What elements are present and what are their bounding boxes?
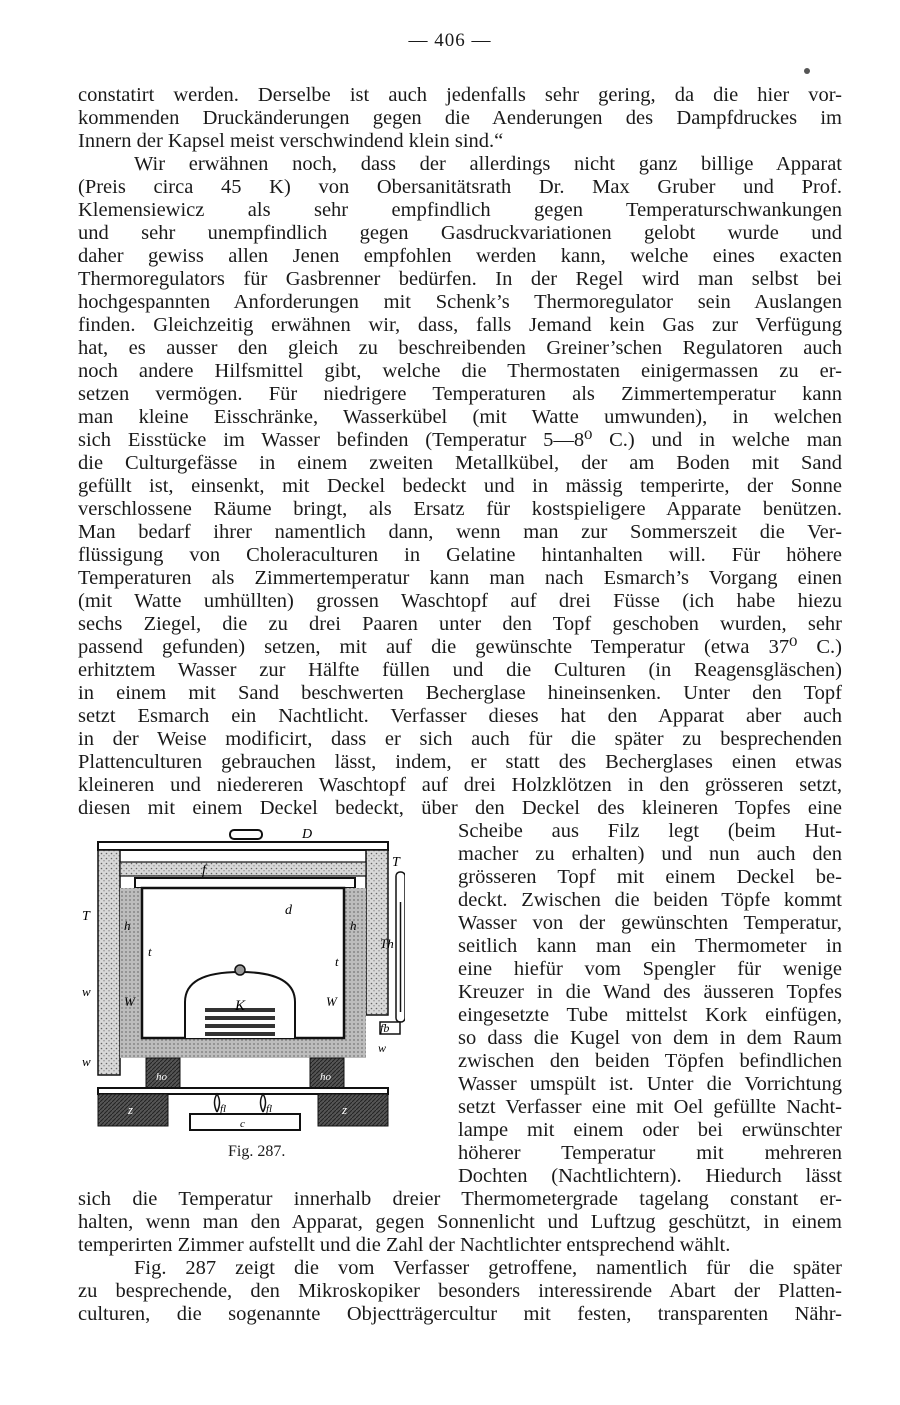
label-f: f	[202, 863, 206, 878]
text-line: culturen, die sogenannte Objectträgercultur mit festen, transparenten Nähr-	[78, 1303, 842, 1325]
text-line: noch andere Hilfsmittel gibt, welche die Thermostaten einigermassen zu er-	[78, 360, 842, 382]
text-line: gefüllt ist, einsenkt, mit Deckel bedeckt und in mässig temperirte, der Sonne	[78, 475, 842, 497]
text-line: diesen mit einem Deckel bedeckt, über den Deckel des kleineren Topfes eine	[78, 797, 842, 819]
label-fl-right: fl	[266, 1103, 273, 1115]
text-line: sich Eisstücke im Wasser befinden (Temperatur 5—8⁰ C.) und in welche man	[78, 429, 842, 451]
text-line: Man bedarf ihrer namentlich dann, wenn man zur Sommerszeit die Ver-	[78, 521, 842, 543]
page-number: — 406 —	[408, 30, 492, 51]
text-line: setzt Verfasser eine mit Oel gefüllte Nacht-	[458, 1096, 842, 1118]
label-h-left: h	[124, 918, 131, 933]
slides-stack-3	[205, 1024, 275, 1028]
text-line: sechs Ziegel, die zu drei Paaren unter den Topf geschoben wurden, sehr	[78, 613, 842, 635]
text-line: Dochten (Nachtlichtern). Hiedurch lässt	[458, 1165, 842, 1187]
label-z-left: z	[128, 1102, 134, 1117]
text-line: so dass die Kugel von dem in dem Raum	[458, 1027, 842, 1049]
felt-disc	[120, 862, 366, 876]
text-line: eine hiefür vom Spengler für wenige	[458, 958, 842, 980]
text-line: passend gefunden) setzen, mit auf die gewünschte Temperatur (etwa 37⁰ C.)	[78, 636, 842, 658]
label-c: c	[240, 1118, 245, 1130]
text-line: Wasser umspült ist. Unter die Vorrichtung	[458, 1073, 842, 1095]
text-line: constatirt werden. Derselbe ist auch jedenfalls sehr gering, da die hier vor-	[78, 84, 842, 106]
print-speck	[804, 68, 810, 74]
text-line: grösseren Topf mit einem Deckel be-	[458, 866, 842, 888]
text-line: Wir erwähnen noch, dass der allerdings nicht ganz billige Apparat	[134, 153, 842, 175]
text-line: zwischen den beiden Töpfen befindlichen	[458, 1050, 842, 1072]
slides-stack-4	[205, 1032, 275, 1036]
label-fb: fb	[380, 1021, 390, 1035]
water-bottom	[120, 1037, 366, 1058]
text-line: flüssigung von Choleraculturen in Gelatine hintanhalten will. Für höhere	[78, 544, 842, 566]
outer-bottom	[98, 1088, 388, 1094]
text-line: Plattenculturen gebrauchen lässt, indem, er statt des Becherglases einen etwas	[78, 751, 842, 773]
outer-lid-handle	[230, 830, 262, 839]
text-line: (mit Watte umhüllten) grossen Waschtopf auf drei Füsse (ich habe hiezu	[78, 590, 842, 612]
text-line: und sehr unempfindlich gegen Gasdruckvariationen gelobt wurde und	[78, 222, 842, 244]
dome-knob	[235, 965, 245, 975]
label-ho-right: ho	[320, 1071, 331, 1083]
label-w-top: w	[82, 984, 91, 999]
text-line: setzt Esmarch ein Nachtlicht. Verfasser dieses hat den Apparat aber auch	[78, 705, 842, 727]
flame-left	[215, 1094, 220, 1112]
text-line: (Preis circa 45 K) von Obersanitätsrath Dr. Max Gruber und Prof.	[78, 176, 842, 198]
label-t-left: t	[148, 944, 152, 959]
inner-lid	[135, 878, 355, 888]
text-line: Kreuzer in die Wand des äusseren Topfes	[458, 981, 842, 1003]
label-D: D	[302, 827, 313, 842]
flame-right	[261, 1094, 266, 1112]
text-line: macher zu erhalten) und nun auch den	[458, 843, 842, 865]
text-line: finden. Gleichzeitig erwähnen wir, dass, falls Jemand kein Gas zur Verfügung	[78, 314, 842, 336]
text-line: lampe mit einem oder bei erwünschter	[458, 1119, 842, 1141]
text-line: höherer Temperatur mit mehreren	[458, 1142, 842, 1164]
text-line: temperirten Zimmer aufstellt und die Zahl der Nachtlichter entsprechend wählt.	[78, 1234, 731, 1256]
text-line: zu besprechende, den Mikroskopiker besonders interessirende Abart der Platten-	[78, 1280, 842, 1302]
label-z-right: z	[342, 1102, 348, 1117]
label-w-tube: w	[378, 1041, 387, 1055]
label-W-right: W	[326, 994, 337, 1009]
label-T-left: T	[82, 909, 90, 924]
text-line: in der Weise modificirt, dass er sich auch für die später zu besprechenden	[78, 728, 842, 750]
label-T-right: T	[392, 855, 400, 870]
text-line: deckt. Zwischen die beiden Töpfe kommt	[458, 889, 842, 911]
text-line: kleineren und niedereren Waschtopf auf drei Holzklötzen in den grösseren setzt,	[78, 774, 842, 796]
text-line: verschlossene Räume bringt, als Ersatz für kostspieligere Apparate benützen.	[78, 498, 842, 520]
text-line: hochgespannten Anforderungen mit Schenk’s Thermoregulator sein Auslangen	[78, 291, 842, 313]
slides-stack-2	[205, 1016, 275, 1020]
text-line: man kleine Eisschränke, Wasserkübel (mit Watte umwunden), in welchen	[78, 406, 842, 428]
label-h-right: h	[350, 918, 357, 933]
brick-right	[318, 1094, 388, 1126]
text-line: Klemensiewicz als sehr empfindlich gegen Temperaturschwankungen	[78, 199, 842, 221]
label-K: K	[235, 998, 246, 1014]
text-line: hat, es ausser den gleich zu beschreibenden Greiner’schen Regulatoren auch	[78, 337, 842, 359]
text-line: daher gewiss allen Jenen empfohlen werden kann, welche eines exacten	[78, 245, 842, 267]
label-t-right: t	[335, 954, 339, 969]
water-left	[120, 888, 142, 1058]
text-line: die Culturgefässe in einem zweiten Metallkübel, der am Boden mit Sand	[78, 452, 842, 474]
label-W-left: W	[124, 994, 135, 1009]
text-line: Innern der Kapsel meist verschwindend klein sind.“	[78, 130, 504, 152]
text-line: Scheibe aus Filz legt (beim Hut-	[458, 820, 842, 842]
text-line: sich die Temperatur innerhalb dreier Thermometergrade tagelang constant er-	[78, 1188, 842, 1210]
text-line: Temperaturen als Zimmertemperatur kann man nach Esmarch’s Vorgang einen	[78, 567, 842, 589]
oil-lamp	[190, 1114, 300, 1130]
label-w-bottom: w	[82, 1054, 91, 1069]
wadding-left	[98, 850, 120, 1075]
text-line: halten, wenn man den Apparat, gegen Sonnenlicht und Luftzug geschützt, in einem	[78, 1211, 842, 1233]
apparatus-diagram	[80, 822, 405, 1140]
outer-lid	[98, 842, 388, 850]
text-line: seitlich kann man ein Thermometer in	[458, 935, 842, 957]
label-ho-left: ho	[156, 1071, 167, 1083]
wadding-right	[366, 850, 388, 1015]
text-line: eingesetzte Tube mittelst Kork einfügen,	[458, 1004, 842, 1026]
text-line: erhitztem Wasser zur Hälfte füllen und die Culturen (in Reagensgläschen)	[78, 659, 842, 681]
water-right	[344, 888, 366, 1058]
label-d: d	[285, 903, 292, 918]
figure-287	[80, 822, 405, 1140]
text-line: in einem mit Sand beschwerten Becherglase hineinsenken. Unter den Topf	[78, 682, 842, 704]
text-line: Fig. 287 zeigt die vom Verfasser getroffene, namentlich für die später	[134, 1257, 842, 1279]
text-line: kommenden Druckänderungen gegen die Aenderungen des Dampfdruckes im	[78, 107, 842, 129]
text-line: Thermoregulators für Gasbrenner bedürfen. In der Regel wird man selbst bei	[78, 268, 842, 290]
label-Th: Th	[380, 936, 394, 951]
label-fl-left: fl	[220, 1103, 227, 1115]
text-line: Wasser von der gewünschten Temperatur,	[458, 912, 842, 934]
text-line: setzen vermögen. Für niedrigere Temperaturen als Zimmertemperatur kann	[78, 383, 842, 405]
figure-caption: Fig. 287.	[228, 1143, 286, 1160]
